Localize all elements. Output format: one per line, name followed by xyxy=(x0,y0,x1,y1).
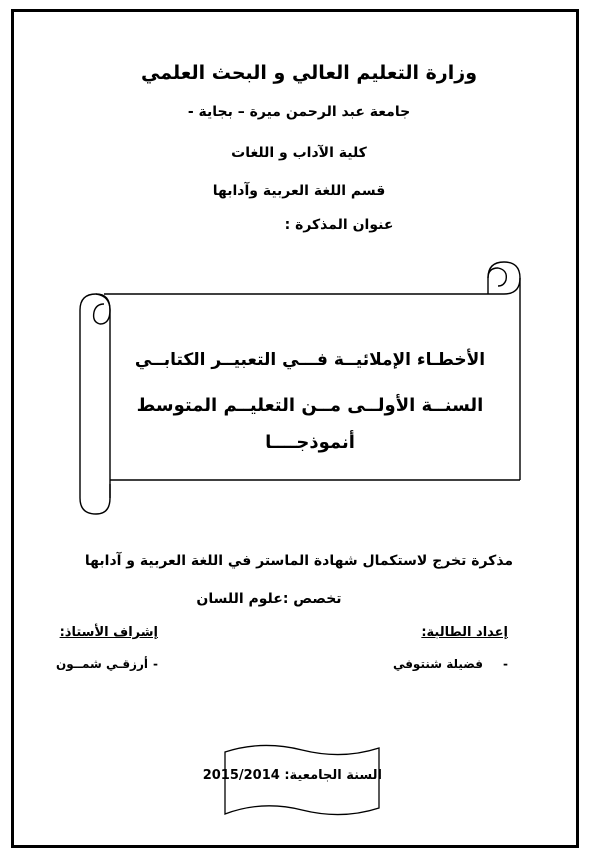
scroll-banner xyxy=(74,258,524,520)
professor-name: أرزقـي شمــون xyxy=(55,657,148,671)
thesis-description: مذكرة تخرج لاستكمال شهادة الماستر في اللغة العربية و آدابها xyxy=(84,553,514,569)
university-name: جامعة عبد الرحمن ميرة – بجاية - xyxy=(187,104,411,120)
thesis-title-line-3: أنموذجــــا xyxy=(265,432,355,453)
professor-dash: - xyxy=(153,657,158,671)
student-name: فضيلة شنتوفي xyxy=(392,657,483,671)
thesis-title-line-1: الأخطـاء الإملائيــة فـــي التعبيــر الكتابــي xyxy=(134,350,486,370)
student-dash: - xyxy=(503,657,508,671)
faculty-name: كلية الآداب و اللغات xyxy=(231,145,367,161)
thesis-title-line-2: السنــة الأولــى مــن التعليــم المتوسط xyxy=(136,395,484,416)
memo-title-label: عنوان المذكرة : xyxy=(284,217,394,233)
student-header: إعداد الطالبة: xyxy=(421,625,508,640)
department-name: قسم اللغة العربية وآدابها xyxy=(212,183,386,199)
professor-header: إشراف الأستاذ: xyxy=(59,625,158,640)
ministry-heading: وزارة التعليم العالي و البحث العلمي xyxy=(141,62,477,84)
specialty: تخصص :علوم اللسان xyxy=(196,591,342,607)
academic-year: السنة الجامعية: 2015/2014 xyxy=(202,768,382,783)
